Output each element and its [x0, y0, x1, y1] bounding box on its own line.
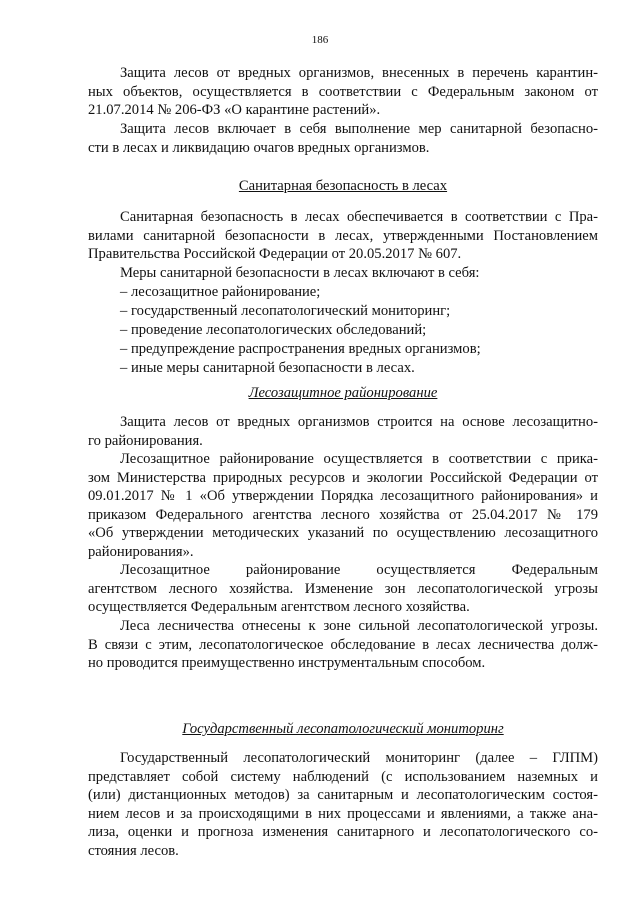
text-line: осуществляется Федеральным агентством лесного хозяйства.: [88, 599, 470, 616]
text-line: приказом Федерального агентства лесного хозяйства от 25.04.2017 № 179: [88, 506, 598, 523]
text-line: Защита лесов от вредных организмов, внесенных в перечень карантин-: [120, 65, 598, 81]
text-line: представляет собой систему наблюдений (с использованием наземных и: [88, 768, 598, 785]
list-item: – государственный лесопатологический мониторинг;: [120, 303, 451, 319]
paragraph-forest-protection: [88, 120, 598, 157]
text-line: Леса лесничества отнесены к зоне сильной лесопатологической угрозы.: [120, 618, 598, 634]
paragraph-sanitary-rules: [88, 208, 598, 264]
text-line: 21.07.2014 № 206-ФЗ «О карантине растений».: [88, 102, 381, 119]
text-line: Защита лесов включает в себя выполнение мер санитарной безопасно-: [120, 121, 598, 137]
paragraph-zoning-agency: [88, 561, 598, 617]
text-line: стояния лесов.: [88, 842, 179, 859]
text-line: Государственный лесопатологический мониторинг (далее – ГЛПМ): [120, 750, 598, 766]
text-line: нием лесов и за происходящими в них процессами и явлениями, а также ана-: [88, 805, 598, 822]
heading-sanitary-safety: Санитарная безопасность в лесах: [238, 178, 448, 194]
text-line: Правительства Российской Федерации от 20.05.2017 № 607.: [88, 246, 462, 263]
text-line: лиза, оценки и прогноза изменения санитарного и лесопатологического со-: [88, 824, 598, 841]
paragraph-measures-intro: Меры санитарной безопасности в лесах включают в себя:: [120, 265, 480, 281]
text-line: Лесозащитное районирование осуществляется Федеральным: [120, 562, 598, 578]
paragraph-zoning-basis: [88, 413, 598, 450]
text-line: Лесозащитное районирование осуществляется в соответствии с прика-: [120, 451, 598, 467]
paragraph-zoning-orders: [88, 450, 598, 562]
text-line: районирования».: [88, 543, 194, 560]
text-line: го районирования.: [88, 432, 203, 449]
list-item: – лесозащитное районирование;: [120, 284, 321, 300]
heading-state-monitoring: Государственный лесопатологический мониторинг: [182, 721, 504, 737]
list-item: – иные меры санитарной безопасности в лесах.: [120, 360, 415, 376]
text-line: зом Министерства природных ресурсов и экологии Российской Федерации от: [88, 469, 598, 486]
text-line: «Об утверждении методических указаний по осуществлению лесозащитного: [88, 525, 598, 542]
text-line: но проводится преимущественно инструментальным способом.: [88, 655, 486, 672]
paragraph-threat-zone: [88, 617, 598, 673]
text-line: В связи с этим, лесопатологическое обследование в лесах лесничества долж-: [88, 636, 598, 653]
paragraph-quarantine: [88, 64, 598, 120]
text-line: сти в лесах и ликвидацию очагов вредных организмов.: [88, 139, 430, 156]
page-number: 186: [311, 34, 329, 46]
text-line: Санитарная безопасность в лесах обеспечивается в соответствии с Пра-: [120, 209, 598, 225]
text-line: ных объектов, осуществляется в соответствии с Федеральным законом от: [88, 83, 598, 100]
text-line: агентством лесного хозяйства. Изменение зон лесопатологической угрозы: [88, 580, 598, 597]
paragraph-glpm-definition: [88, 749, 598, 861]
text-line: 09.01.2017 № 1 «Об утверждении Порядка лесозащитного районирования» и: [88, 488, 598, 505]
list-item: – предупреждение распространения вредных организмов;: [120, 341, 481, 357]
text-line: (или) дистанционных методов) за санитарным и лесопатологическим состоя-: [88, 787, 598, 804]
heading-forest-zoning: Лесозащитное районирование: [248, 385, 438, 401]
text-line: Защита лесов от вредных организмов строится на основе лесозащитно-: [120, 414, 598, 430]
list-item: – проведение лесопатологических обследований;: [120, 322, 427, 338]
text-line: вилами санитарной безопасности в лесах, утвержденными Постановлением: [88, 227, 598, 244]
